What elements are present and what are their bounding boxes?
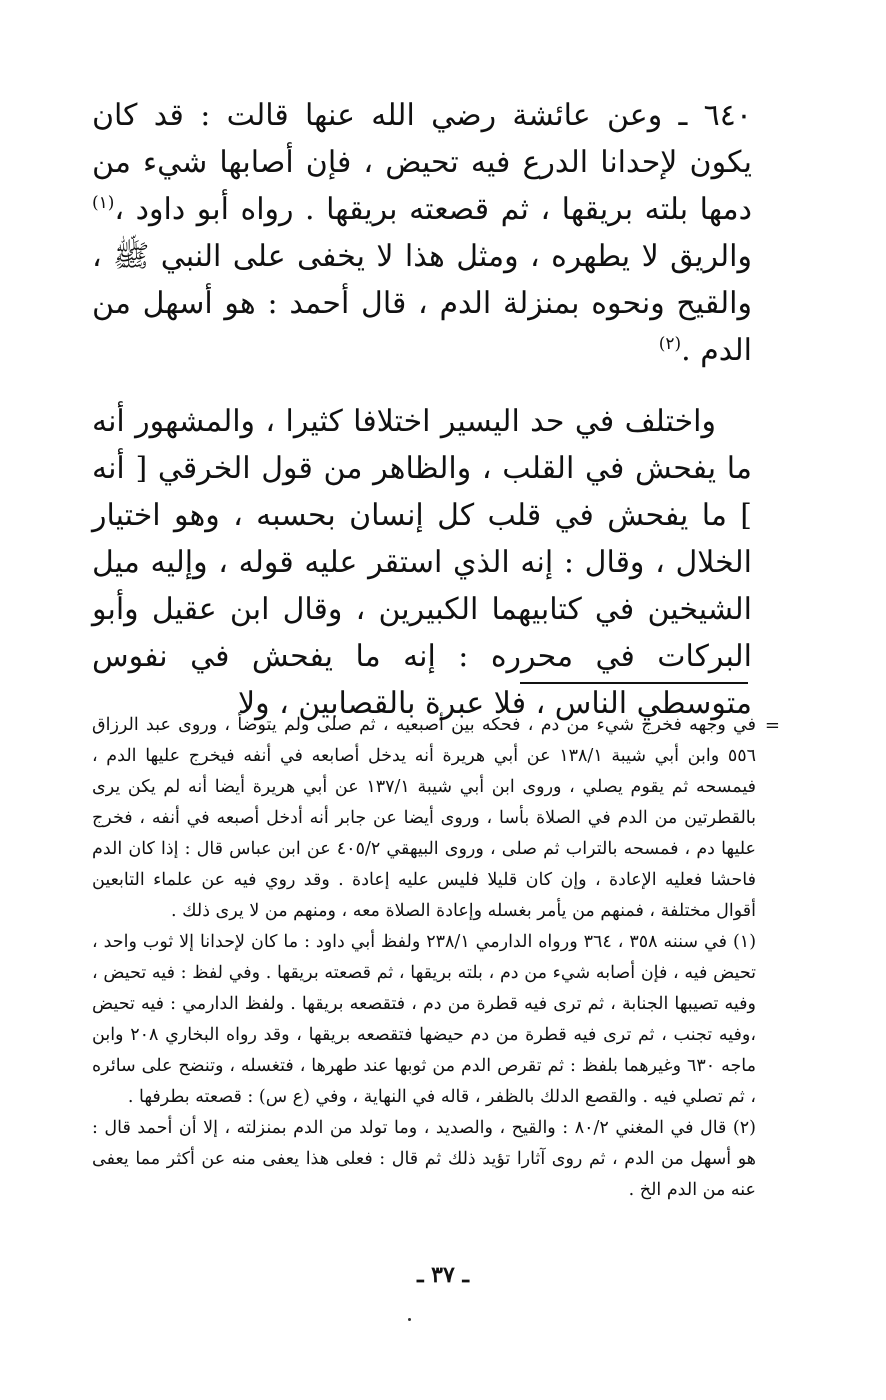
hadith-paragraph [92, 92, 752, 374]
footnotes-section [92, 710, 780, 1206]
footnote-separator [520, 682, 748, 684]
print-speck [408, 1318, 411, 1321]
discussion-paragraph: واختلف في حد اليسير اختلافا كثيرا ، والمشهور أنه ما يفحش في القلب ، والظاهر من قول الخرقي [ أنه ] ما يفحش في قلب كل إنسان بحسبه ، وهو اختيار الخلال ، وقال : إنه الذي استقر عليه قوله ، وإليه ميل الشيخين في كتابيهما الكبيرين ، وقال ابن عقيل وأبو البركات في محرره : إنه ما يفحش في نفوس متوسطي الناس ، فلا عبرة بالقصابين ، ولا [92, 404, 752, 721]
hadith-number: ٦٤٠ ـ [678, 98, 753, 133]
footnote-1: (١) في سننه ٣٥٨ ، ٣٦٤ ورواه الدارمي ٢٣٨/١ ولفظ أبي داود : ما كان لإحدانا إلا ثوب واحد ، تحيض فيه ، فإن أصابه شيء من دم ، بلته بريقها ، ثم قصعته بريقها . وفي لفظ : فيه تحيض ، وفيه تصيبها الجنابة ، ثم ترى فيه قطرة من دم ، فتقصعه بريقها . ولفظ الدارمي : فيه تحيض ،وفيه تجنب ، ثم ترى فيه قطرة من دم حيضها فتقصعه بريقها ، وقد رواه البخاري ٢٠٨ وابن ماجه ٦٣٠ وغيرهما بلفظ : ثم تقرص الدم من ثوبها عند طهرها ، فتغسله ، وتنضح على سائره ، ثم تصلي فيه . والقصع الدلك بالظفر ، قاله في النهاية ، وفي (ع س) : قصعته بطرفها . [92, 932, 757, 1107]
footnote-ref-2: (٢) [658, 334, 682, 354]
main-text [92, 92, 752, 727]
hadith-text-part-a: وعن عائشة رضي الله عنها قالت : قد كان يكون لإحدانا الدرع فيه تحيض ، فإن أصابها شيء من دمها بلته بريقها ، ثم قصعته بريقها . رواه أبو داود ، [92, 98, 752, 227]
footnote-continuation [92, 710, 780, 927]
footnote-continuation-text: في وجهه فخرج شيء من دم ، فحكه بين أصبعيه ، ثم صلى ولم يتوضأ ، وروى عبد الرزاق ٥٥٦ وابن أبي شيبة ١٣٨/١ عن أبي هريرة أنه يدخل أصابعه في أنفه فيخرج عليها الدم ، فيمسحه ثم يقوم يصلي ، وروى ابن أبي شيبة ١٣٧/١ عن أبي هريرة أيضا أنه لم يكن يرى بالقطرتين من الدم في الصلاة بأسا ، وروى أيضا عن جابر أنه أدخل أصبعه في أنفه ، فخرج عليها دم ، فمسحه بالتراب ثم صلى ، وروى البيهقي ٤٠٥/٢ عن ابن عباس قال : إذا كان الدم فاحشا فعليه الإعادة ، وإن كان قليلا فليس عليه إعادة . وقد روي فيه عن علماء التابعين أقوال مختلفة ، فمنهم من يأمر بغسله وإعادة الصلاة معه ، ومنهم من لا يرى ذلك . [92, 715, 757, 921]
footnote-2: (٢) قال في المغني ٨٠/٢ : والقيح ، والصديد ، وما تولد من الدم بمنزلته ، إلا أن أحمد قال : هو أسهل من الدم ، ثم روى آثارا تؤيد ذلك ثم قال : فعلى هذا يعفى منه عن أكثر مما يعفى عنه من الدم الخ . [92, 1118, 756, 1200]
continuation-mark: = [764, 715, 780, 736]
hadith-text-part-b: والريق لا يطهره ، ومثل هذا لا يخفى على النبي ﷺ ، والقيح ونحوه بمنزلة الدم ، قال أحمد : هو أسهل من الدم . [92, 239, 752, 368]
footnote-ref-1: (١) [92, 193, 115, 213]
page-number: ـ ٣٧ ـ [417, 1262, 469, 1288]
